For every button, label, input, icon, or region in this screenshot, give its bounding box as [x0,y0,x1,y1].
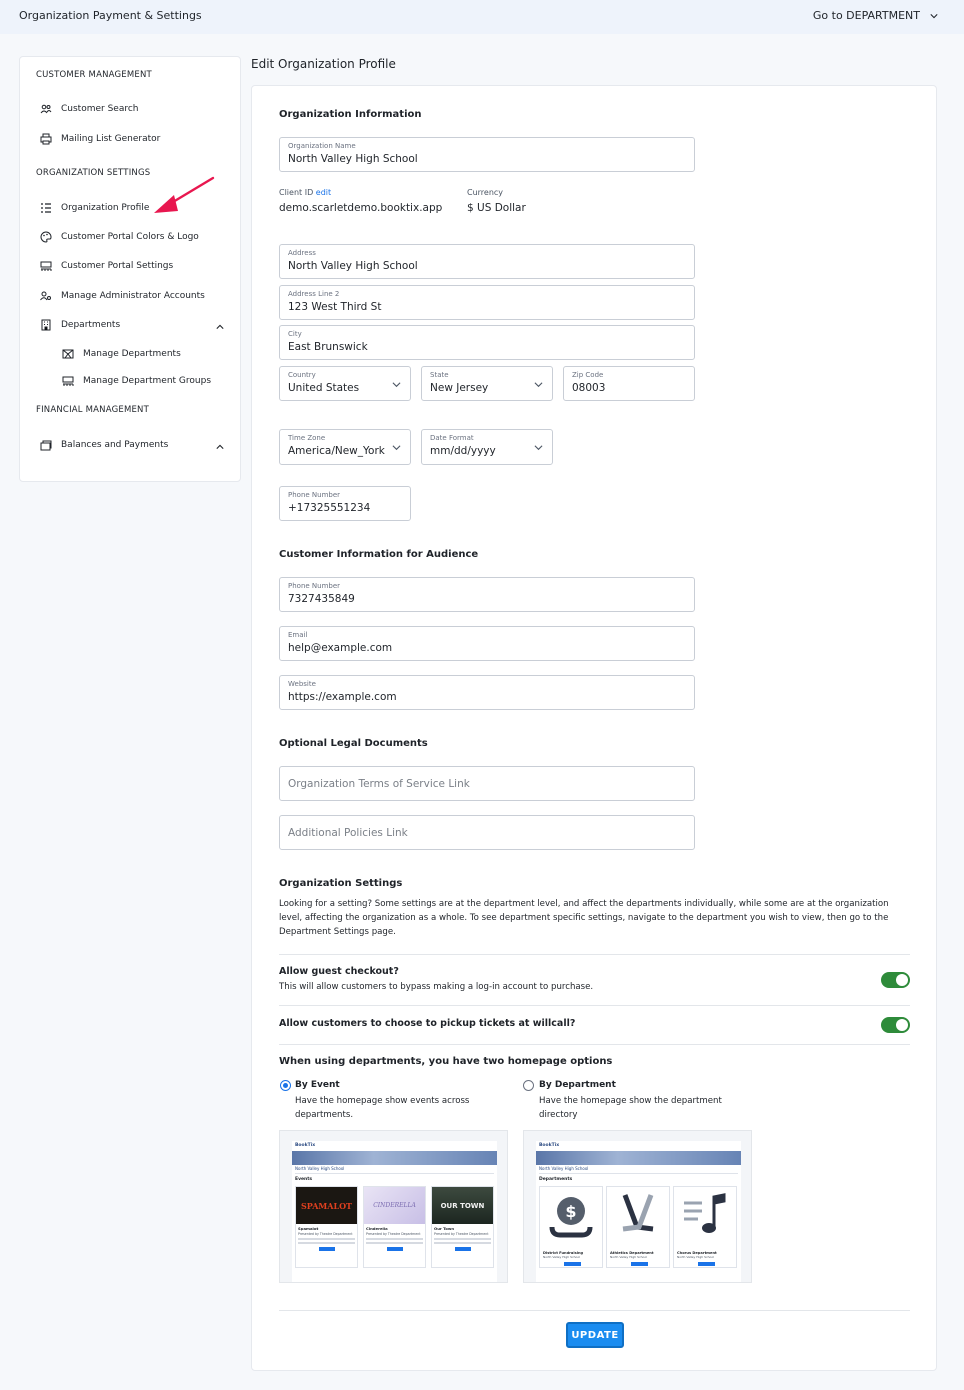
field-label: Date Format [430,434,474,442]
by-department-description-line-1: Have the homepage show the department [539,1096,722,1106]
time-zone-select[interactable] [279,429,411,465]
audience-website-field[interactable] [279,675,695,710]
field-label: Website [288,680,316,688]
date-format-select[interactable] [421,429,553,465]
event-button [387,1247,403,1251]
preview-hero-banner [536,1151,741,1165]
org-settings-description: Looking for a setting? Some settings are at the department level, and affect the departments individually, while some are at the organization level, affecting the organization as a whole. To see department specific settings, navigate to the department you wish to view, then go to the Department Settings page. [279,899,889,937]
by-event-description-line-1: Have the homepage show events across [295,1096,470,1106]
department-subtitle: North Valley High School [610,1255,648,1259]
field-label: Organization Name [288,142,356,150]
section-heading-org-settings: Organization Settings [279,878,403,889]
department-button [564,1262,581,1266]
organization-name-field[interactable] [279,137,695,172]
by-event-description-line-2: departments. [295,1110,354,1120]
poster-art-text: SPAMALOT [300,1200,353,1211]
field-value: +17325551234 [288,502,371,514]
preview-hero-banner [292,1151,497,1165]
department-title: Chorus Department [677,1251,717,1255]
chevron-up-icon[interactable] [216,443,224,451]
city-field[interactable] [279,325,695,360]
svg-text:$: $ [565,1202,577,1221]
section-customer-management: CUSTOMER MANAGEMENT [36,70,152,80]
department-tile [673,1186,737,1268]
chevron-down-icon [930,12,938,20]
field-label: Zip Code [572,371,604,379]
field-label: Address Line 2 [288,290,340,298]
by-department-description-line-2: directory [539,1110,578,1120]
chevron-down-icon [534,443,543,452]
guest-checkout-title: Allow guest checkout? [279,966,399,977]
audience-phone-field[interactable] [279,577,695,612]
divider [279,1310,910,1311]
event-title: Cinderella [366,1226,388,1231]
hockey-icon [607,1187,669,1247]
field-value: mm/dd/yyyy [430,445,496,457]
section-heading-org-info: Organization Information [279,109,422,120]
org-phone-field[interactable] [279,486,411,521]
preview-org-name: North Valley High School [539,1166,738,1174]
field-value: 08003 [572,382,606,394]
department-title: Athletics Department [610,1251,654,1255]
guest-checkout-toggle[interactable] [881,972,910,988]
client-id-value: demo.scarletdemo.booktix.app [279,202,443,214]
department-icon [62,348,74,360]
client-id-edit-link[interactable]: edit [315,188,332,197]
field-value: America/New_York [288,445,385,457]
event-subtitle: Presented by Theatre Department [366,1232,421,1236]
user-gear-icon [40,290,52,302]
homepage-options-heading: When using departments, you have two homepage options [279,1056,613,1067]
update-button[interactable]: UPDATE [566,1322,624,1348]
top-bar [0,0,964,34]
field-value: North Valley High School [288,260,418,272]
zip-code-field[interactable] [563,366,695,401]
preview-section-title: Departments [539,1177,573,1182]
sidebar-item-manage-departments[interactable] [62,348,181,360]
sidebar-item-portal-colors[interactable] [40,231,199,243]
section-financial-management: FINANCIAL MANAGEMENT [36,405,150,415]
preview-brand: BookTix [539,1143,560,1148]
field-value: North Valley High School [288,153,418,165]
building-icon [40,319,52,331]
chevron-up-icon[interactable] [216,323,224,331]
event-subtitle: Presented by Theatre Department [434,1232,489,1236]
event-tile [363,1186,426,1268]
sidebar-item-label: Mailing List Generator [61,134,161,144]
audience-email-field[interactable] [279,626,695,661]
field-value: United States [288,382,360,394]
text-line [434,1238,491,1240]
by-department-title: By Department [539,1080,616,1090]
sidebar-item-customer-search[interactable] [40,103,139,115]
sidebar-item-organization-profile[interactable] [40,202,149,214]
field-label: City [288,330,302,338]
divider [279,1005,910,1006]
by-event-preview-image[interactable] [279,1130,508,1283]
text-line [366,1242,423,1244]
field-value: https://example.com [288,691,397,703]
palette-icon [40,231,52,243]
address-line-2-field[interactable] [279,285,695,320]
field-label: Address [288,249,316,257]
department-subtitle: North Valley High School [543,1255,581,1259]
event-title: Spamalot [298,1226,319,1231]
field-label: Email [288,631,308,639]
app-title: Organization Payment & Settings [19,9,202,22]
field-label: Country [288,371,316,379]
text-line [298,1238,355,1240]
by-event-title: By Event [295,1080,340,1090]
department-title: District Fundraising [543,1251,584,1255]
event-button [319,1247,335,1251]
department-subtitle: North Valley High School [677,1255,715,1259]
sidebar-item-portal-settings[interactable] [40,260,173,272]
event-title: Our Town [434,1226,455,1231]
group-icon [62,375,74,387]
country-select[interactable] [279,366,411,401]
field-label: Phone Number [288,582,341,590]
currency-value: $ US Dollar [467,202,526,214]
chevron-down-icon [534,380,543,389]
department-tile [539,1186,603,1268]
preview-org-name: North Valley High School [295,1166,494,1174]
sidebar-item-label: Organization Profile [61,203,150,213]
preview-section-title: Events [295,1177,313,1182]
by-department-radio[interactable] [523,1080,534,1091]
page-title: Edit Organization Profile [251,57,396,71]
toggle-knob [896,974,908,986]
toggle-knob [896,1019,908,1031]
text-line [366,1238,423,1240]
text-line [434,1242,491,1244]
sidebar [19,56,241,482]
sidebar-item-label: Customer Portal Settings [61,261,174,271]
event-button [455,1247,471,1251]
divider [279,1044,910,1045]
preview-page [536,1141,741,1283]
by-department-preview-image[interactable] [523,1130,752,1283]
department-button [698,1262,715,1266]
edit-profile-card [251,85,937,1371]
section-heading-audience: Customer Information for Audience [279,549,479,560]
event-tile [295,1186,358,1268]
willcall-toggle[interactable] [881,1017,910,1033]
sidebar-item-manage-department-groups[interactable] [62,375,211,387]
field-value: 7327435849 [288,593,355,605]
by-event-radio[interactable] [280,1080,291,1091]
field-value: New Jersey [430,382,489,394]
users-icon [40,103,52,115]
sidebar-item-label: Manage Departments [83,349,181,359]
event-poster [432,1187,493,1224]
annotation-arrow-icon [150,173,220,218]
department-button [631,1262,648,1266]
sidebar-item-label: Departments [61,320,121,330]
field-label: Time Zone [288,434,326,442]
sidebar-item-label: Balances and Payments [61,440,169,450]
list-icon [40,202,52,214]
field-value: 123 West Third St [288,301,382,313]
field-value: East Brunswick [288,341,368,353]
section-heading-legal: Optional Legal Documents [279,738,428,749]
state-select[interactable] [421,366,553,401]
sidebar-item-label: Manage Administrator Accounts [61,291,205,301]
music-note-icon [674,1187,736,1247]
sidebar-item-label: Customer Search [61,104,139,114]
currency-label: Currency [467,188,504,197]
field-label: State [430,371,449,379]
chevron-down-icon [392,443,401,452]
preview-page [292,1141,497,1283]
text-line [298,1242,355,1244]
field-placeholder: Additional Policies Link [288,827,408,839]
sidebar-item-label: Manage Department Groups [83,376,212,386]
department-tile [606,1186,670,1268]
event-poster [296,1187,357,1224]
sidebar-item-balances[interactable] [40,439,168,451]
wallet-icon [40,439,52,451]
field-placeholder: Organization Terms of Service Link [288,778,470,790]
event-subtitle: Presented by Theatre Department [298,1232,353,1236]
additional-policies-input[interactable] [279,815,695,850]
preview-brand: BookTix [295,1143,316,1148]
willcall-title: Allow customers to choose to pickup tickets at willcall? [279,1018,576,1029]
field-label: Phone Number [288,491,341,499]
sidebar-item-mailing-list[interactable] [40,133,160,145]
money-icon [540,1187,602,1247]
printer-icon [40,133,52,145]
section-organization-settings: ORGANIZATION SETTINGS [36,168,151,178]
guest-checkout-description: This will allow customers to bypass making a log-in account to purchase. [279,982,594,992]
terms-of-service-input[interactable] [279,766,695,801]
chevron-down-icon [392,380,401,389]
sidebar-item-label: Customer Portal Colors & Logo [61,232,199,242]
event-tile [431,1186,494,1268]
goto-department-dropdown[interactable] [813,9,938,22]
poster-art-text: CINDERELLA [373,1202,416,1209]
poster-art-text: OUR TOWN [440,1201,485,1210]
goto-department-label: Go to DEPARTMENT [812,9,920,22]
portal-icon [40,260,52,272]
divider [279,954,910,955]
address-field[interactable] [279,244,695,279]
client-id-label [279,188,331,197]
field-value: help@example.com [288,642,393,654]
client-id-label-text: Client ID [279,188,314,197]
sidebar-item-admin-accounts[interactable] [40,290,205,302]
sidebar-item-departments[interactable] [40,319,120,331]
event-poster [364,1187,425,1224]
